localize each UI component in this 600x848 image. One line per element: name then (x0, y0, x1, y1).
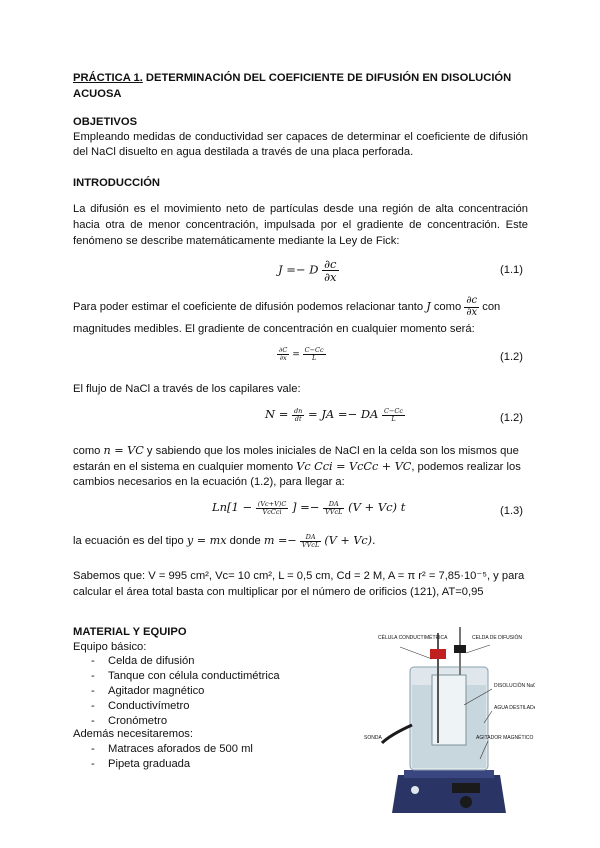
eq2-lden: ∂x (279, 353, 287, 362)
para5-fden: VVcL (301, 540, 320, 549)
sabemos-line2: calcular el área total basta con multiplicar por el número de orificios (121), AT=0,95 (73, 586, 484, 598)
eq1-den: ∂x (324, 270, 337, 285)
eq3-b: = JA =− DA (308, 407, 379, 421)
eq4-fraction-1 (256, 501, 289, 516)
eq3-fraction-2 (382, 408, 405, 423)
para2-line2: magnitudes medibles. El gradiente de concentración en cualquier momento será: (73, 323, 475, 335)
probe-clamp-red (430, 649, 446, 659)
label-celda: CELDA DE DIFUSIÓN (472, 635, 523, 641)
para4-l2b: , podemos realizar los (411, 461, 521, 473)
para5-m1: y = mx (186, 534, 227, 547)
eq3-a: N = (265, 407, 289, 421)
eq4-number: (1.3) (500, 505, 524, 517)
equation-ln (212, 500, 405, 515)
eq3-fraction-1 (292, 408, 304, 423)
stirrer-knob (460, 796, 472, 808)
para2-frac-den: ∂x (466, 306, 478, 318)
list-item: - Celda de difusión (73, 654, 280, 669)
para2-b: como (430, 300, 465, 313)
intro-paragraph-2 (73, 296, 543, 318)
intro-paragraph-4-line2 (73, 459, 543, 475)
para5-b: donde (226, 535, 264, 547)
eq4-f1den: VcCci (262, 507, 282, 516)
list-item: - Tanque con célula conductimétrica (73, 669, 280, 684)
para2-frac-num: ∂c (464, 296, 479, 308)
para4-l1b: y sabiendo que los moles iniciales de NaCl en la celda son los mismos que (143, 445, 519, 457)
list-item: - Conductivímetro (73, 699, 280, 714)
label-disolucion: DISOLUCIÓN NaCl (494, 683, 535, 689)
eq1-num: ∂c (322, 258, 338, 271)
equation-flux (265, 407, 405, 422)
eq3-number: (1.2) (500, 412, 524, 424)
eq3-f1den: dt (294, 414, 302, 423)
eq4-f2num: DA (323, 501, 344, 509)
eq3-f1num: dn (294, 406, 303, 415)
ademas-label: Además necesitaremos: (73, 728, 194, 740)
equipment-figure (360, 625, 535, 820)
eq4-a: Ln[1 − (212, 500, 253, 514)
para5-m2: m =− (263, 534, 297, 547)
eq4-fraction-2 (323, 501, 344, 516)
para2-J: J (426, 299, 431, 313)
eq4-c: (V + Vc) t (348, 500, 406, 514)
eq2-right-fraction (303, 347, 326, 362)
eq2-left-fraction (277, 347, 289, 362)
label-celula: CÉLULA CONDUCTIMÉTRICA (378, 635, 448, 641)
para2-a: Para poder estimar el coeficiente de difusión podemos relacionar tanto (73, 300, 427, 313)
eq2-equals: = (292, 349, 300, 360)
eq2-lnum: ∂C (279, 346, 288, 354)
para4-l2-math: Vc Cci = VcCc + VC (296, 460, 412, 473)
para2-c: con (479, 300, 501, 313)
eq3-f2num: C−Cc (384, 406, 404, 415)
page-title-line2: ACUOSA (73, 88, 122, 100)
sabemos-line1: Sabemos que: V = 995 cm², Vc= 10 cm², L = 0,5 cm, Cd = 2 M, A = π r² = 7,85·10⁻⁵, y para (73, 570, 525, 582)
eq2-rnum: C−Cc (304, 346, 324, 354)
stirrer-display (452, 783, 480, 793)
eq1-number: (1.1) (500, 264, 524, 276)
label-line (400, 647, 432, 659)
objetivos-text: Empleando medidas de conductividad ser capaces de determinar el coeficiente de difusión del NaCl disuelto en agua destilada a través de una placa perforada. (73, 131, 528, 158)
eq4-b: ] =− (291, 500, 320, 514)
intro-paragraph-4-line3: cambios necesarios en la ecuación (1.2), para llegar a: (73, 476, 345, 488)
stirrer-logo (411, 786, 419, 794)
label-line (466, 645, 490, 653)
eq4-f2den: VVcL (325, 507, 343, 516)
objetivos-heading: OBJETIVOS (73, 116, 138, 128)
label-agitador: AGITADOR MAGNÉTICO (476, 735, 534, 741)
intro-paragraph-1: La difusión es el movimiento neto de partículas desde una región de alta concentración hacia otra de menor concentración, impulsada por el gradiente de concentración. Este fenómeno se describe matemáticamente mediante la Ley de Fick: (73, 203, 528, 247)
list-item: - Matraces aforados de 500 ml (73, 742, 253, 757)
eq1-fraction (322, 258, 338, 283)
title-line1: DETERMINACIÓN DEL COEFICIENTE DE DIFUSIÓN EN DISOLUCIÓN (142, 72, 512, 84)
para4-l1-math: n = VC (103, 444, 144, 457)
eq3-f2den: L (391, 414, 396, 423)
material-heading: MATERIAL Y EQUIPO (73, 626, 187, 638)
intro-paragraph-5 (73, 533, 543, 549)
introduccion-heading: INTRODUCCIÓN (73, 177, 161, 189)
stirrer-top (404, 770, 494, 778)
intro-paragraph-4-line1 (73, 443, 543, 459)
eq2-number: (1.2) (500, 351, 524, 363)
label-agua: AGUA DESTILADA (494, 705, 535, 711)
para4-l2a: estarán en el sistema en cualquier momento (73, 461, 297, 473)
equipment-illustration (360, 625, 535, 820)
equipo-basico-label: Equipo básico: (73, 641, 147, 653)
eq2-rden: L (312, 353, 317, 362)
intro-paragraph-3: El flujo de NaCl a través de los capilares vale: (73, 383, 301, 395)
list-item: - Cronómetro (73, 714, 280, 729)
page-title (73, 71, 543, 86)
equation-gradient (277, 347, 326, 362)
ademas-list (73, 742, 253, 772)
equipo-basico-list (73, 654, 280, 729)
eq4-f1num: (Vc+V)C (257, 499, 287, 508)
probe-cable (382, 725, 412, 743)
equation-fick (278, 258, 339, 283)
para5-fnum: DA (300, 534, 321, 542)
stirrer-base (392, 775, 506, 813)
para5-m3: (V + Vc). (324, 534, 376, 547)
label-sonda: SONDA (364, 735, 382, 741)
eq1-lhs: J =− D (278, 262, 319, 277)
para5-a: la ecuación es del tipo (73, 535, 187, 547)
cell-clamp (454, 645, 466, 653)
title-prefix: PRÁCTICA 1. (73, 72, 143, 84)
para4-l1a: como (73, 445, 104, 457)
para2-fraction (464, 296, 479, 318)
list-item: - Agitador magnético (73, 684, 280, 699)
list-item: - Pipeta graduada (73, 757, 253, 772)
para5-fraction (300, 534, 321, 549)
